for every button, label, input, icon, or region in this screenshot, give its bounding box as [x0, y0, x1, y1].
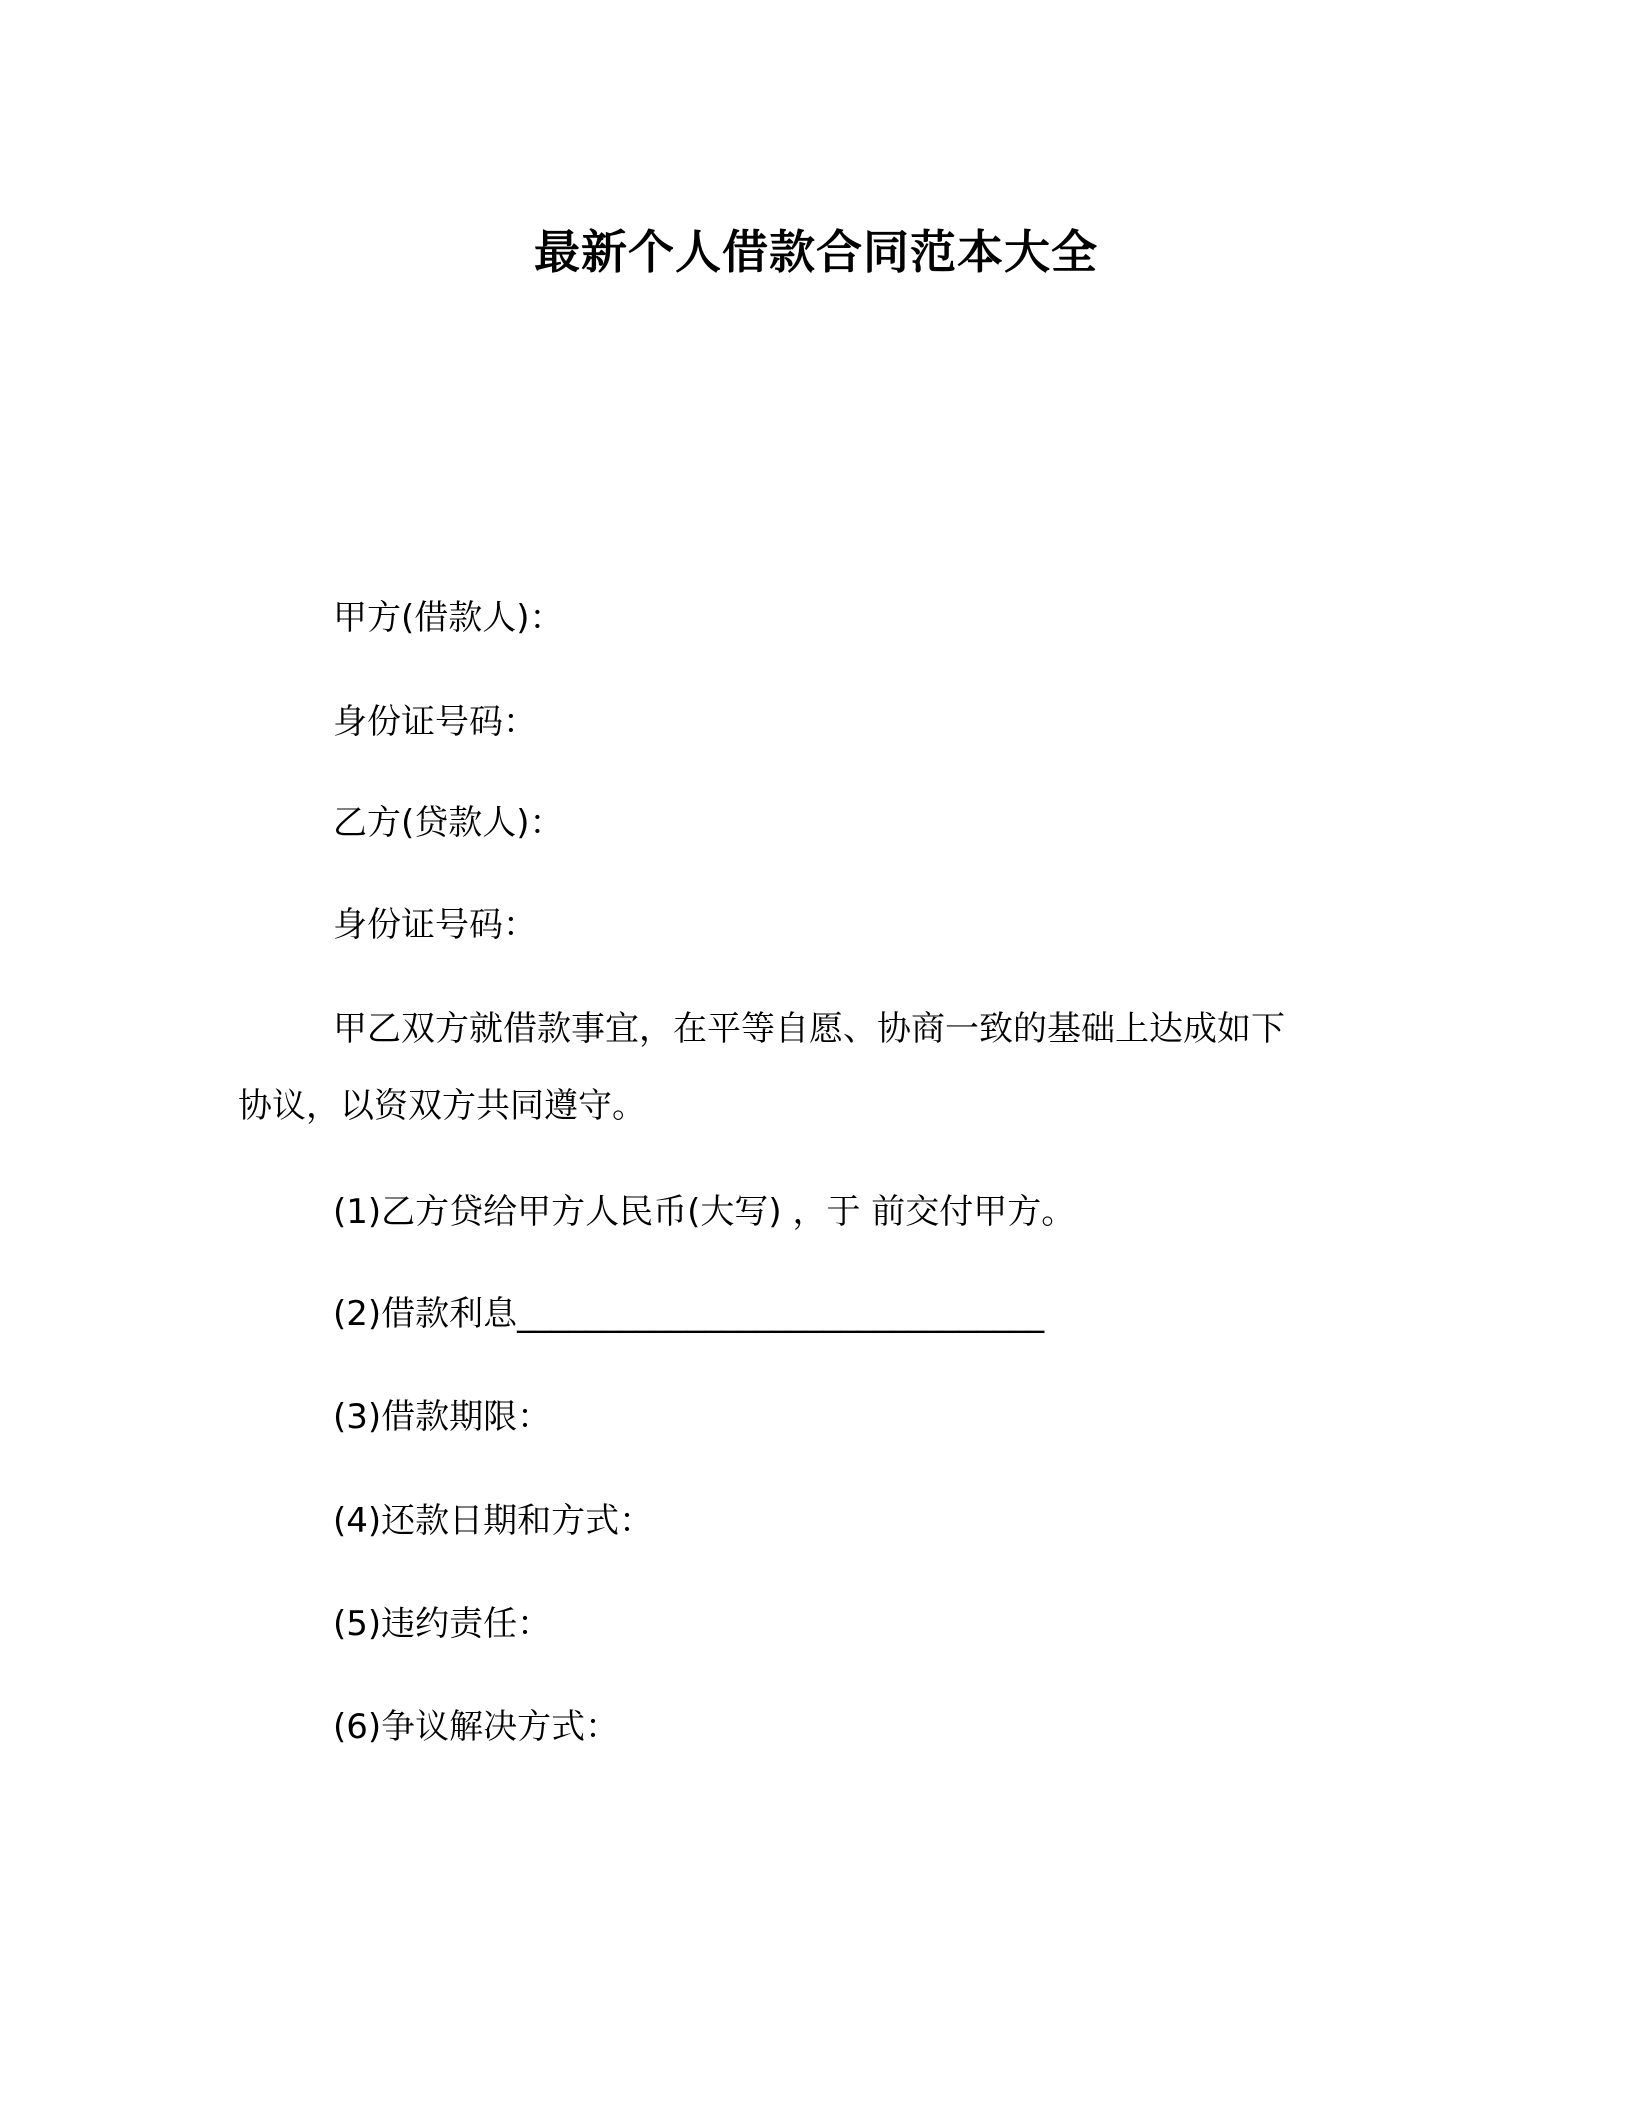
- party-a-label: 甲方(借款人)：: [333, 598, 564, 638]
- clause-6: (6)争议解决方式：: [333, 1707, 620, 1747]
- party-b-label: 乙方(贷款人)：: [333, 803, 564, 843]
- clause-3: (3)借款期限：: [333, 1397, 552, 1437]
- document-title: 最新个人借款合同范本大全: [534, 225, 1098, 279]
- clause-4: (4)还款日期和方式：: [333, 1501, 654, 1541]
- preamble-line-2: 协议，以资双方共同遵守。: [238, 1086, 646, 1126]
- clause-2: (2)借款利息_______________________________: [333, 1294, 1045, 1334]
- clause-5: (5)违约责任：: [333, 1604, 552, 1644]
- party-a-id-label: 身份证号码：: [333, 702, 537, 742]
- clause-1: (1)乙方贷给甲方人民币(大写) ，于 前交付甲方。: [333, 1192, 1076, 1232]
- party-b-id-label: 身份证号码：: [333, 905, 537, 945]
- preamble-line-1: 甲乙双方就借款事宜，在平等自愿、协商一致的基础上达成如下: [333, 1009, 1285, 1049]
